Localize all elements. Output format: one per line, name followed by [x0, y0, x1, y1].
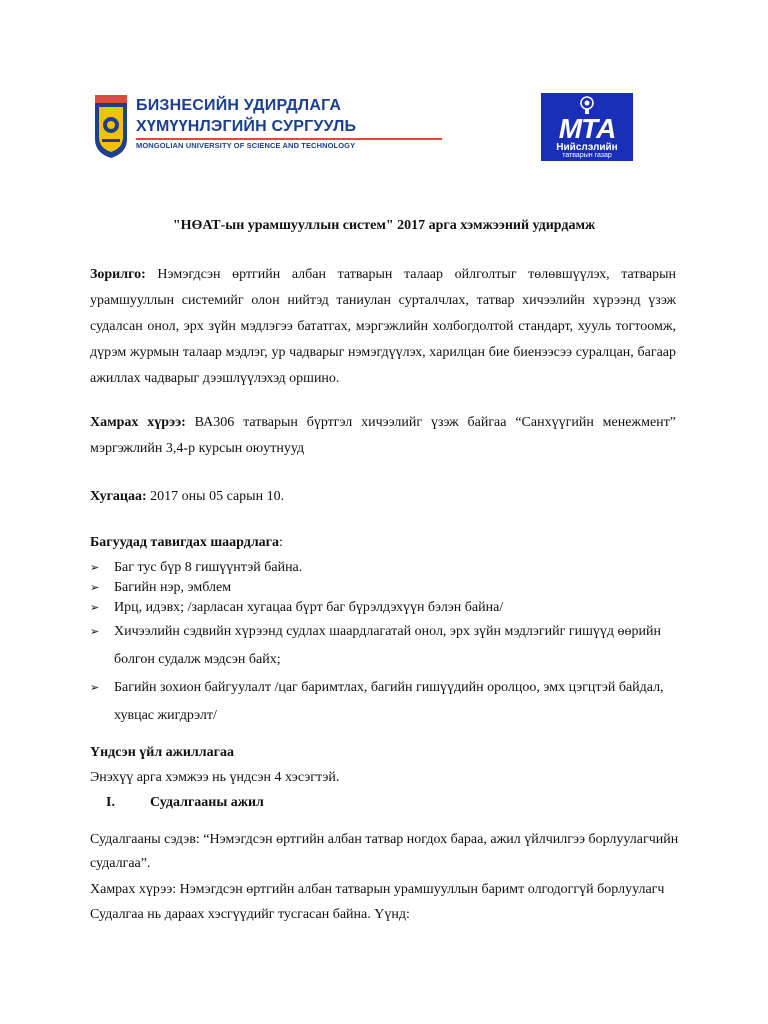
school-logo	[94, 95, 357, 161]
deadline-text: 2017 оны 05 сарын 10.	[150, 489, 285, 504]
school-name-english: MONGOLIAN UNIVERSITY OF SCIENCE AND TECHNOLOGY	[136, 141, 356, 150]
research-includes-line: Судалгаа нь дараах хэсгүүдийг тусгасан байна. Үүнд:	[90, 907, 410, 922]
arrow-bullet-icon: ➢	[90, 601, 100, 614]
goal-paragraph	[90, 262, 676, 392]
logo-divider	[136, 138, 442, 140]
list-item-text: Баг тус бүр 8 гишүүнтэй байна.	[114, 560, 303, 575]
list-item	[90, 578, 690, 598]
school-name-line2: ХҮМҮҮНЛЭГИЙН СУРГУУЛЬ	[136, 118, 357, 135]
section-title: Судалгааны ажил	[150, 795, 264, 810]
research-topic-line1: Судалгааны сэдэв: “Нэмэгдсэн өртгийн албан татвар ногдох бараа, ажил үйлчилгээ борлуулагчийн	[90, 832, 679, 847]
arrow-bullet-icon: ➢	[90, 561, 100, 574]
goal-label: Зорилго:	[90, 267, 146, 282]
goal-text: Нэмэгдсэн өртгийн албан татварын талаар ойлголтыг төлөвшүүлэх, татварын урамшууллын системийг олон нийтэд таниулан сурталчлах, татвар хичээлийн хүрээнд үзэж судалсан онол, эрх зүйн мэдлэгээ бататгах, мэргэжлийн холбогдолтой стандарт, хууль тогтоомж, дүрэм журмын талаар мэдлэг, ур чадварыг нэмэгдүүлэх, харилцан бие биенээсээ суралцан, багаар ажиллах чадварыг дээшлүүлэхэд оршино.	[90, 267, 676, 386]
scope-text: ВА306 татварын бүртгэл хичээлийг үзэж байгаа “Санхүүгийн менежмент” мэргэжлийн 3,4-р курсын оюутнууд	[90, 415, 676, 456]
research-scope-line: Хамрах хүрээ: Нэмэгдсэн өртгийн албан татварын урамшууллын баримт олгодоггүй борлуулагч	[90, 882, 665, 897]
school-name-line1: БИЗНЕСИЙН УДИРДЛАГА	[136, 97, 342, 114]
list-item-text: Ирц, идэвх; /зарласан хугацаа бүрт баг бүрэлдэхүүн бэлэн байна/	[114, 600, 504, 615]
requirements-heading-text: Багуудад тавигдах шаардлага	[90, 535, 280, 550]
shield-emblem-icon	[94, 95, 128, 159]
research-topic-line2: судалгаа”.	[90, 856, 151, 871]
arrow-bullet-icon: ➢	[90, 625, 100, 638]
list-item	[90, 598, 690, 618]
document-title: "НӨАТ-ын урамшууллын систем" 2017 арга хэмжээний удирдамж	[172, 218, 596, 233]
scope-paragraph	[90, 410, 676, 462]
soyombo-emblem-icon	[579, 95, 595, 115]
list-item-text: Багийн нэр, эмблем	[114, 580, 232, 595]
arrow-bullet-icon: ➢	[90, 681, 100, 694]
list-item	[90, 618, 690, 674]
deadline-paragraph	[90, 484, 676, 510]
arrow-bullet-icon: ➢	[90, 581, 100, 594]
deadline-label: Хугацаа:	[90, 489, 147, 504]
scope-label: Хамрах хүрээ:	[90, 415, 186, 430]
requirements-colon: :	[279, 535, 283, 550]
requirements-list	[90, 558, 690, 730]
mta-subtitle-2: татварын газар	[562, 152, 612, 159]
mta-subtitle-1: Нийслэлийн	[556, 142, 618, 153]
section-number: I.	[106, 795, 115, 810]
main-activity-heading: Үндсэн үйл ажиллагаа	[90, 745, 234, 760]
list-item-text: Хичээлийн сэдвийн хүрээнд судлах шаардлагатай онол, эрх зүйн мэдлэгийг гишүүд өөрийн болгон судалж мэдсэн байх;	[114, 624, 661, 667]
list-item	[90, 674, 690, 730]
mta-logo-text: МТА	[558, 113, 616, 144]
tax-office-logo	[541, 93, 633, 161]
list-item-text: Багийн зохион байгуулалт /цаг баримтлах, багийн гишүүдийн оролцоо, эмх цэгцтэй байдал, хувцас жигдрэлт/	[114, 680, 664, 723]
list-item	[90, 558, 690, 578]
main-activity-intro: Энэхүү арга хэмжээ нь үндсэн 4 хэсэгтэй.	[90, 770, 340, 785]
requirements-heading	[90, 535, 283, 551]
